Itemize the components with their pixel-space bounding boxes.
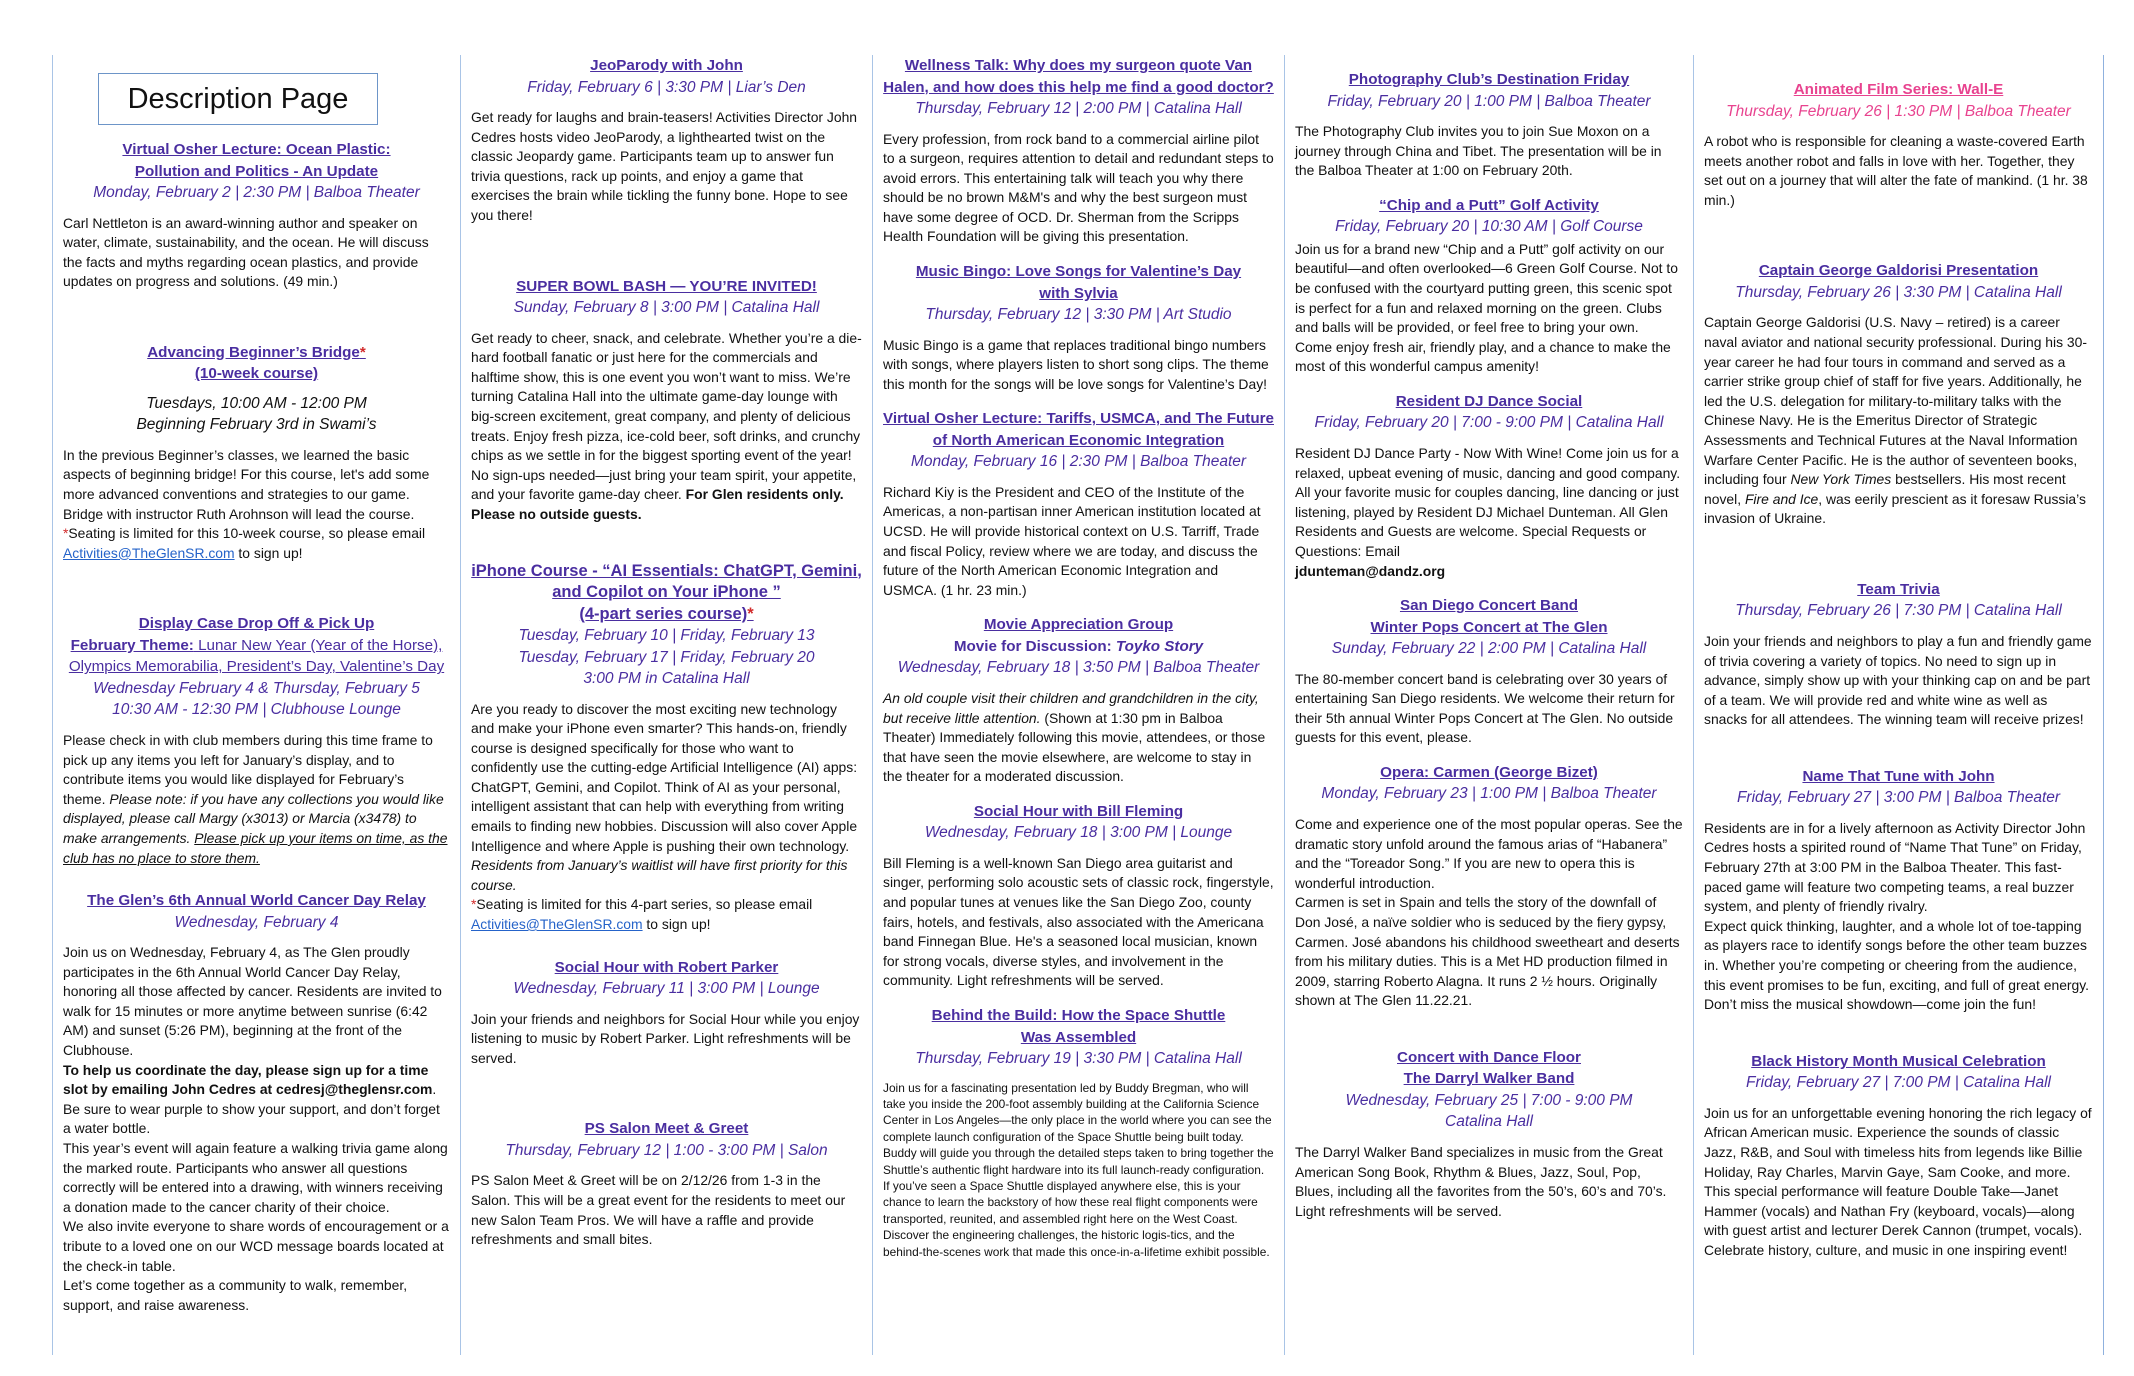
event-description: Join your friends and neighbors for Social Hour while you enjoy listening to music by Robert Parker. Light refreshments will be served. (471, 1010, 860, 1066)
event-date: Friday, February 20 | 7:00 - 9:00 PM | Catalina Hall (1314, 414, 1664, 432)
event-subtitle: Movie for Discussion: Toyko Story (953, 637, 1204, 655)
event-title[interactable]: Music Bingo: Love Songs for Valentine’s Day with Sylvia (915, 263, 1242, 302)
event-date: Tuesdays, 10:00 AM - 12:00 PM Beginning February 3rd in Swami’s (136, 394, 377, 434)
email-link[interactable]: Activities@TheGlenSR.com (63, 544, 235, 561)
event-description: Join us for a fascinating presentation led by Buddy Bregman, who will take you inside the 200-foot assembly building at the California Science Center in Los Angeles—the only place in the world where you can see the complete launch configuration of the Space Shuttle being built today. Buddy will guide you through the detailed steps taken to bring together the Shuttle’s authentic flight hardware into its full launch-ready configuration. If you’ve seen a Space Shuttle displayed anywhere else, this is your chance to learn the backstory of how these real flight components were transported, reunited, and assembled right here on the West Coast. Discover the engineering challenges, the historic logis-tics, and the behind-the-scenes work that made this once-in-a-lifetime exhibit possible. (883, 1080, 1274, 1259)
event-date: Thursday, February 26 | 3:30 PM | Catalina Hall (1735, 283, 2062, 301)
event-date: Thursday, February 26 | 1:30 PM | Balboa Theater (1726, 102, 2071, 120)
event-wall-e (1704, 79, 2093, 210)
event-salon-meet-greet (471, 1118, 862, 1249)
event-concert-band (1295, 595, 1683, 748)
event-description: Join us for a brand new “Chip and a Putt” golf activity on our beautiful—and often overlooked—6 Green Golf Course. Not to be confused with the courtyard putting green, this scenic spot is perfect for a fun and relaxed morning on the green. Clubs and balls will be provided, or feel free to bring your own. Come enjoy fresh air, friendly play, and a chance to make the most of this wonderful campus amenity! (1295, 240, 1678, 375)
event-name-that-tune (1704, 766, 2093, 1015)
event-description: Please check in with club members during this time frame to pick up any items you left for January’s display, and to contribute items you would like displayed for February’s theme. Please note: if you have any collections you would like displayed, please call Margy (x3013) or Marcia (x3478) to make arrangements. Please pick up your items on time, as the club has no place to store them. (63, 731, 448, 866)
event-title[interactable]: San Diego Concert Band Winter Pops Concert at The Glen (1370, 597, 1608, 636)
event-description: Come and experience one of the most popular operas. See the dramatic story unfold around the famous arias of “Habanera” and the “Toreador Song.” If you are new to opera this is wonderful introduction. Carmen is set in Spain and tells the story of the downfall of Don José, a naïve soldier who is seduced by the fiery gypsy, Carmen. José abandons his childhood sweetheart and deserts from his military duties. This is a Met HD production filmed in 2009, starring Roberto Alagna. It runs 2 ½ hours. Originally shown at The Glen 11.22.21. (1295, 815, 1683, 1009)
event-description: A robot who is responsible for cleaning a waste-covered Earth meets another robot and falls in love with her. Together, they set out on a journey that will alter the fate of mankind. (1 hr. 38 min.) (1704, 133, 2088, 208)
event-description: Richard Kiy is the President and CEO of the Institute of the Americas, a non-partisan inner American institution located at UCSD. He will provide historical context on U.S. Tarriff, Trade and fiscal Policy, review where we are today, and discuss the future of the North American Economic Integration and USMCA. (1 hr. 23 min.) (883, 483, 1261, 598)
event-title[interactable]: Name That Tune with John (1802, 767, 1995, 785)
required-marker: * (63, 525, 69, 542)
event-title[interactable]: Virtual Osher Lecture: Tariffs, USMCA, and The Future of North American Economic Integration (883, 410, 1274, 449)
event-title[interactable]: Behind the Build: How the Space Shuttle Was Assembled (931, 1007, 1226, 1046)
event-date: Tuesday, February 10 | Friday, February 13 Tuesday, February 17 | Friday, February 20 3:00 PM in Catalina Hall (518, 627, 815, 687)
event-description: Join your friends and neighbors to play a fun and friendly game of trivia covering a variety of topics. No need to sign up in advance, simply show up with your thinking cap on and be part of a team. We will provide red and white wine as well as snacks for all attendees. The winning team will receive prizes! (1704, 632, 2092, 728)
event-date: Monday, February 2 | 2:30 PM | Balboa Theater (93, 184, 420, 201)
event-description: Residents are in for a lively afternoon as Activity Director John Cedres hosts a spirited round of “Name That Tune” on Friday, February 27th at 3:00 PM in the Balboa Theater. This fast-paced game will feature two competing teams, a real buzzer system, and plenty of friendly rivalry. Expect quick thinking, laughter, and a whole lot of toe-tapping as players race to identify songs before the other team buzzes in. Whether you’re competing or cheering from the audience, this event promises to be fun, exciting, and full of great energy. Don’t miss the musical showdown—come join the fun! (1704, 819, 2090, 1013)
event-title[interactable]: iPhone Course - “AI Essentials: ChatGPT, Gemini, and Copilot on Your iPhone ” (4-part series course)* (471, 561, 862, 623)
event-title[interactable]: Virtual Osher Lecture: Ocean Plastic: Pollution and Politics - An Update (122, 141, 391, 180)
event-title[interactable]: Display Case Drop Off & Pick Up (138, 615, 375, 633)
event-display-case (63, 613, 450, 868)
event-date: Thursday, February 26 | 7:30 PM | Catalina Hall (1735, 602, 2062, 620)
event-date: Wednesday, February 25 | 7:00 - 9:00 PM Catalina Hall (1345, 1091, 1633, 1131)
column-2 (460, 55, 872, 1355)
event-date: Wednesday, February 18 | 3:00 PM | Lounge (924, 824, 1233, 842)
event-iphone-course (471, 561, 862, 935)
event-bridge-course (63, 342, 450, 564)
event-social-hour-parker (471, 957, 862, 1069)
event-description: An old couple visit their children and grandchildren in the city, but receive little attention. (Shown at 1:30 pm in Balboa Theater) Immediately following this movie, attendees, or those that have seen the movie elsewhere, are welcome to stay in the theater for a moderated discussion. (883, 689, 1266, 785)
email-address[interactable]: jdunteman@dandz.org (1295, 562, 1446, 579)
event-description: Carl Nettleton is an award-winning author and speaker on water, climate, sustainability, and the ocean. He will discuss the facts and myths regarding ocean plastics, and provide updates on progress and solutions. (49 min.) (63, 214, 429, 290)
event-date: Wednesday, February 11 | 3:00 PM | Lounge (513, 980, 820, 998)
event-title[interactable]: PS Salon Meet & Greet (584, 1120, 749, 1138)
event-photography-club (1295, 69, 1683, 181)
event-title[interactable]: Opera: Carmen (George Bizet) (1380, 763, 1598, 781)
event-super-bowl (471, 276, 862, 525)
event-black-history-month (1704, 1051, 2093, 1261)
column-3 (872, 55, 1284, 1355)
required-marker: * (471, 896, 477, 913)
event-title[interactable]: Captain George Galdorisi Presentation (1758, 262, 2039, 280)
event-date: Sunday, February 22 | 2:00 PM | Catalina Hall (1331, 640, 1647, 658)
event-title[interactable]: Social Hour with Robert Parker (554, 958, 779, 976)
event-description: PS Salon Meet & Greet will be on 2/12/26 from 1-3 in the Salon. This will be a great event for the residents to meet our new Salon Team Pros. We will have a raffle and provide refreshments and small bites. (471, 1172, 846, 1248)
event-description: Are you ready to discover the most exciting new technology and make your iPhone even smarter? This hands-on, friendly course is designed specifically for those who want to confidently use the cutting-edge Artificial Intelligence (AI) apps: ChatGPT, Gemini, and Copilot. Think of AI as your personal, intelligent assistant that can help with everything from writing emails to finding new hobbies. Discussion will also cover Apple Intelligence and where Apple is pushing their own technology. Residents from January’s waitlist will have first priority for this course. *Seating is limited for this 4-part series, so please email Activities@TheGlenSR.com to sign up! (471, 700, 858, 933)
event-description: Every profession, from rock band to a commercial airline pilot to a surgeon, requires attention to detail and redundant steps to avoid errors. This entertaining talk will teach you why there should be no brown M&M's and why the best surgeon must have some degree of OCD. Dr. Sherman from the Scripps Health Foundation will be giving this presentation. (883, 130, 1274, 245)
event-title[interactable]: JeoParody with John (590, 57, 743, 74)
event-social-hour-fleming (883, 801, 1274, 991)
event-title[interactable]: Social Hour with Bill Fleming (973, 802, 1184, 820)
event-description: Join us for an unforgettable evening honoring the rich legacy of African American music. Experience the sounds of classic Jazz, R&B, and Soul with timeless hits from legends like Billie Holiday, Ray Charles, Marvin Gaye, Sam Cooke, and more. This special performance will feature Double Take—Janet Hammer (vocals) and Nathan Fry (keyboard, vocals)—along with guest artist and lecturer Derek Cannon (trumpet, vocals). Celebrate history, culture, and music in one inspiring event! (1704, 1104, 2092, 1258)
event-theme-continued: Olympics Memorabilia, President’s Day, Valentine’s Day (68, 658, 445, 676)
event-date: Thursday, February 19 | 3:30 PM | Catalina Hall (915, 1050, 1242, 1068)
event-jeoparody (471, 55, 862, 226)
event-description: Captain George Galdorisi (U.S. Navy – retired) is a career naval aviator and national security professional. During his 30-year career he had four tours in command and served as a carrier strike group chief of staff for five years. Additionally, he led the U.S. delegation for military-to-military talks with the Chinese Navy. He is the Emeritus Director of Strategic Assessments and Technical Futures at the Naval Information Warfare Center Pacific. He is the author of seventeen books, including four New York Times bestsellers. His most recent novel, Fire and Ice, was eerily prescient as it foresaw Russia’s invasion of Ukraine. (1704, 314, 2087, 527)
event-music-bingo (883, 261, 1274, 394)
event-title[interactable]: Resident DJ Dance Social (1395, 392, 1583, 410)
required-marker: * (747, 604, 754, 623)
event-date: Monday, February 23 | 1:00 PM | Balboa Theater (1321, 785, 1657, 803)
event-date: Wednesday, February 4 (174, 913, 339, 931)
event-date: Monday, February 16 | 2:30 PM | Balboa Theater (910, 453, 1247, 471)
event-galdorisi (1704, 260, 2093, 529)
event-date: Friday, February 6 | 3:30 PM | Liar’s Den (527, 78, 806, 96)
event-title[interactable]: The Glen’s 6th Annual World Cancer Day Relay (87, 892, 426, 910)
event-team-trivia (1704, 579, 2093, 730)
event-date: Friday, February 20 | 1:00 PM | Balboa Theater (1327, 92, 1651, 110)
event-date: Thursday, February 12 | 1:00 - 3:00 PM | Salon (505, 1141, 828, 1159)
event-darryl-walker-band (1295, 1047, 1683, 1221)
event-date: Friday, February 27 | 3:00 PM | Balboa Theater (1736, 789, 2061, 807)
event-title[interactable]: Advancing Beginner’s Bridge* (10-week course) (147, 343, 366, 383)
event-description: The 80-member concert band is celebrating over 30 years of entertaining San Diego residents. We welcome their return for their 5th annual Winter Pops Concert at The Glen. No outside guests for this event, please. (1295, 670, 1675, 746)
event-cancer-relay (63, 890, 450, 1315)
event-title[interactable]: Movie Appreciation Group (983, 616, 1174, 634)
event-chip-and-putt (1295, 195, 1683, 377)
column-1 (52, 55, 460, 1355)
event-description: The Darryl Walker Band specializes in music from the Great American Song Book, Rhythm & Blues, Jazz, Soul, Pop, Blues, including all the favorites from the 50’s, 60’s and 70’s. Light refreshments will be served. (1295, 1143, 1667, 1219)
event-title[interactable]: “Chip and a Putt” Golf Activity (1379, 196, 1599, 214)
required-marker: * (359, 343, 366, 361)
event-osher-tariffs (883, 408, 1274, 600)
event-description: Join us on Wednesday, February 4, as The Glen proudly participates in the 6th Annual World Cancer Day Relay, honoring all those affected by cancer. Residents are invited to walk for 15 minutes or more anytime between sunrise (6:42 AM) and sunset (5:26 PM), beginning at the front of the Clubhouse. To help us coordinate the day, please sign up for a time slot by emailing John Cedres at cedresj@theglensr.com. Be sure to wear purple to show your support, and don’t forget a water bottle. This year’s event will again feature a walking trivia game along the marked route. Participants who answer all questions correctly will be entered into a drawing, with winners receiving a donation made to the cancer charity of their choice. We also invite everyone to share words of encouragement or a tribute to a loved one on our WCD message boards located at the check-in table. Let’s come together as a community to walk, remember, support, and raise awareness. (63, 944, 449, 1313)
event-description: Get ready for laughs and brain-teasers! Activities Director John Cedres hosts video JeoParody, a lighthearted twist on the classic Jeopardy game. Participants team up to answer fun trivia questions, rack up points, and enjoy a game that exercises the brain while tickling the funny bone. Hope to see you there! (471, 109, 858, 223)
event-dj-dance-social (1295, 391, 1683, 581)
event-title[interactable]: Black History Month Musical Celebration (1751, 1052, 2046, 1070)
event-title[interactable]: Photography Club’s Destination Friday (1348, 71, 1630, 88)
event-ocean-plastic (63, 139, 450, 292)
column-4 (1284, 55, 1693, 1355)
event-title[interactable]: Team Trivia (1857, 580, 1940, 598)
event-theme: February Theme: Lunar New Year (Year of the Horse), (70, 636, 443, 654)
event-title[interactable]: Concert with Dance Floor The Darryl Walker Band (1397, 1048, 1581, 1088)
event-description: Resident DJ Dance Party - Now With Wine! Come join us for a relaxed, upbeat evening of music, dancing and good company. All your favorite music for couples dancing, line dancing or just listening, played by Resident DJ Michael Dunteman. All Glen Residents and Guests are welcome. Special Requests or Questions: Email jdunteman@dandz.org (1295, 444, 1681, 579)
event-description: Get ready to cheer, snack, and celebrate. Whether you’re a die-hard football fanatic or just here for the commercials and halftime show, this is one event you won’t want to miss. We’re turning Catalina Hall into the ultimate game-day lounge with big-screen excitement, great company, and plenty of delicious treats. Enjoy fresh pizza, ice-cold beer, soft drinks, and crunchy chips as we settle in for the biggest sporting event of the year! No sign-ups needed—just bring your team spirit, your appetite, and your favorite game-day cheer. For Glen residents only. Please no outside guests. (471, 329, 862, 522)
event-date: Friday, February 27 | 7:00 PM | Catalina Hall (1746, 1074, 2051, 1092)
email-link[interactable]: Activities@TheGlenSR.com (471, 916, 643, 933)
column-5 (1693, 55, 2104, 1355)
event-title[interactable]: Wellness Talk: Why does my surgeon quote Van Halen, and how does this help me find a good doctor? (883, 57, 1274, 96)
event-opera-carmen (1295, 762, 1683, 1011)
event-date: Thursday, February 12 | 2:00 PM | Catalina Hall (915, 100, 1242, 117)
event-description: In the previous Beginner’s classes, we learned the basic aspects of beginning bridge! For this course, let's add some more advanced conventions and strategies to our game. Bridge with instructor Ruth Arohnson will lead the course. *Seating is limited for this 10-week course, so please email Activities@TheGlenSR.com to sign up! (63, 446, 430, 561)
event-description: Music Bingo is a game that replaces traditional bingo numbers with songs, where players listen to short song clips. The theme this month for the songs will be love songs for Valentine’s Day! (883, 336, 1269, 392)
page-title: Description Page (98, 73, 378, 125)
event-date: Sunday, February 8 | 3:00 PM | Catalina Hall (513, 299, 820, 317)
event-movie-appreciation (883, 614, 1274, 786)
event-date: Wednesday February 4 & Thursday, February 5 10:30 AM - 12:30 PM | Clubhouse Lounge (93, 679, 420, 719)
event-date: Wednesday, February 18 | 3:50 PM | Balboa Theater (897, 659, 1260, 677)
event-date: Friday, February 20 | 10:30 AM | Golf Course (1335, 218, 1643, 236)
event-date: Thursday, February 12 | 3:30 PM | Art Studio (925, 306, 1232, 324)
event-title[interactable]: Animated Film Series: Wall-E (1793, 81, 2004, 98)
event-title[interactable]: SUPER BOWL BASH — YOU’RE INVITED! (516, 277, 817, 295)
event-description: The Photography Club invites you to join Sue Moxon on a journey through China and Tibet. The presentation will be in the Balboa Theater at 1:00 on February 20th. (1295, 123, 1662, 179)
event-space-shuttle (883, 1005, 1274, 1260)
event-description: Bill Fleming is a well-known San Diego area guitarist and singer, performing solo acoustic sets of classic rock, fingerstyle, and popular tunes at venues like the San Diego Zoo, county fairs, hotels, and festivals, also associated with the Americana band Finnegan Blue. He's a seasoned local musician, known for strong vocals, diverse styles, and involvement in the community. Light refreshments will be served. (883, 854, 1274, 989)
event-wellness-talk (883, 55, 1274, 247)
